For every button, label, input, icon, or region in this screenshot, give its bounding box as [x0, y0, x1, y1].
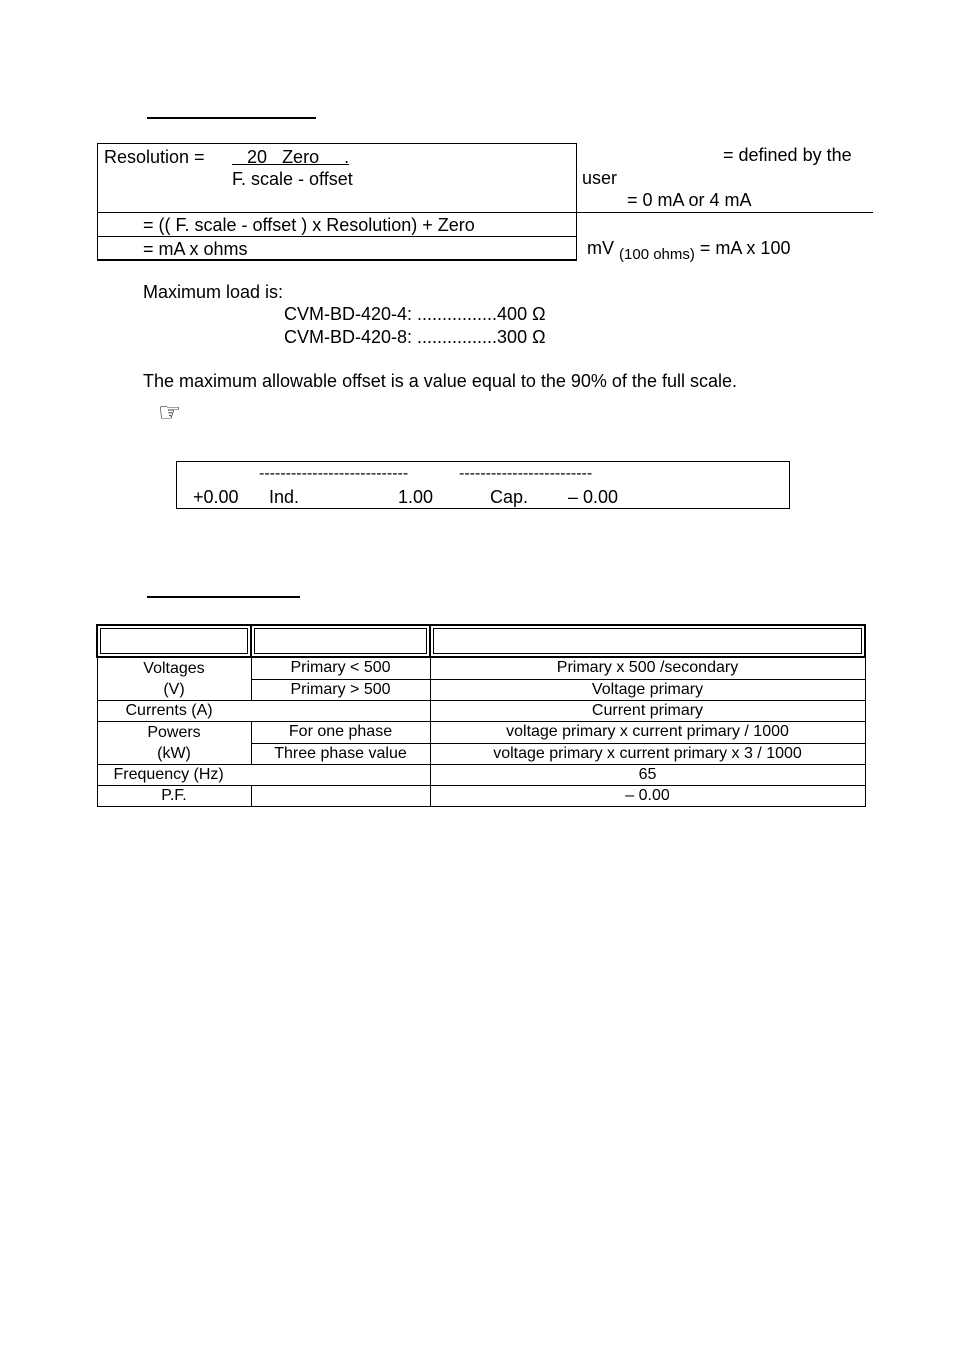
table-cell: [251, 786, 430, 807]
pf-cap-label: Cap.: [490, 487, 529, 507]
pf-dashes-right: -------------------------: [459, 465, 593, 482]
mv-formula: = mA x ohms: [143, 239, 248, 259]
voltages-unit: (V): [163, 681, 185, 698]
table-cell: Frequency (Hz): [97, 765, 430, 786]
pf-dashes-left: ----------------------------: [259, 465, 409, 482]
table-header-cell: [430, 625, 865, 657]
table-cell: – 0.00: [430, 786, 865, 807]
defined-by-note: = defined by the: [723, 145, 852, 165]
max-load-title: Maximum load is:: [143, 282, 284, 302]
table-row: [97, 657, 865, 679]
pf-right-value: – 0.00: [568, 487, 619, 507]
pointing-hand-icon: ☞: [158, 397, 182, 427]
table-header-cell: [251, 625, 430, 657]
resolution-numerator-zero: Zero: [282, 147, 320, 167]
right-notes-divider: [577, 212, 873, 213]
pf-ind-label: Ind.: [269, 487, 300, 507]
table-cell: Three phase value: [251, 743, 430, 765]
formula-box-divider-1: [97, 212, 577, 213]
table-cell: Primary x 500 /secondary: [430, 657, 865, 679]
resolution-numerator-value: 20: [247, 147, 268, 167]
table-cell: For one phase: [251, 722, 430, 744]
configuration-table: [96, 624, 866, 807]
mv-suffix: = mA x 100: [699, 238, 791, 258]
resolution-label: Resolution =: [104, 147, 205, 167]
offset-note: The maximum allowable offset is a value equal to the 90% of the full scale.: [143, 371, 737, 391]
table-row: [97, 765, 865, 786]
table-cell: P.F.: [97, 786, 251, 807]
powers-unit: (kW): [157, 745, 191, 762]
mv-prefix: mV: [587, 238, 614, 258]
table-row: [97, 701, 865, 722]
powers-cell: [97, 722, 251, 765]
zero-values-note: = 0 mA or 4 mA: [627, 190, 752, 210]
user-note: user: [582, 168, 618, 188]
table-cell: voltage primary x current primary x 3 / 1000: [430, 743, 865, 765]
output-formula: = (( F. scale - offset ) x Resolution) + Zero: [143, 215, 475, 235]
table-header-row: [97, 625, 865, 657]
section-heading-rule-2: [147, 596, 300, 598]
voltages-cell: [97, 657, 251, 701]
powers-label: Powers: [147, 724, 201, 741]
mv-subscript: (100 ohms): [619, 246, 695, 263]
voltages-label: Voltages: [143, 660, 205, 677]
table-cell: Currents (A): [97, 701, 430, 722]
table-header-cell: [97, 625, 251, 657]
max-load-model-2: CVM-BD-420-8: ................300 Ω: [284, 327, 546, 347]
mv-note: [587, 238, 791, 263]
table-cell: Primary > 500: [251, 679, 430, 701]
table-row: [97, 786, 865, 807]
table-cell: voltage primary x current primary / 1000: [430, 722, 865, 744]
formula-box-bottom: [97, 259, 577, 261]
pf-left-value: +0.00: [193, 487, 239, 507]
table-cell: Voltage primary: [430, 679, 865, 701]
table-cell: Primary < 500: [251, 657, 430, 679]
section-heading-rule-1: [147, 117, 316, 119]
pf-center-value: 1.00: [398, 487, 434, 507]
table-cell: Current primary: [430, 701, 865, 722]
table-cell: 65: [430, 765, 865, 786]
resolution-denominator: F. scale - offset: [232, 169, 353, 189]
table-row: [97, 722, 865, 744]
formula-box-divider-2: [97, 236, 577, 237]
resolution-numerator: 20 Zero .: [247, 147, 350, 167]
max-load-model-1: CVM-BD-420-4: ................400 Ω: [284, 304, 546, 324]
